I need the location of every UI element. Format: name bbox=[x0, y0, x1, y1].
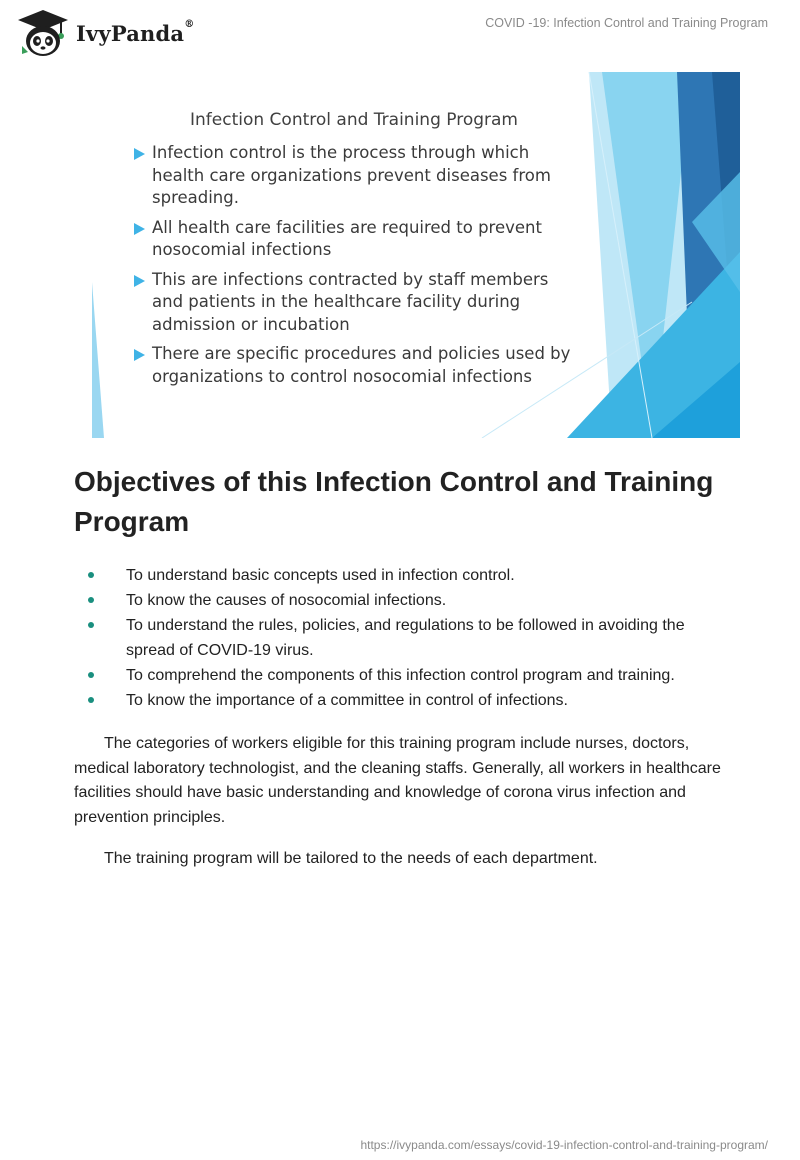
objective-item bbox=[74, 689, 734, 714]
slide-bullet-list bbox=[134, 142, 574, 395]
triangle-bullet-icon bbox=[134, 349, 145, 361]
bullet-dot-icon bbox=[88, 597, 94, 603]
objective-text: To understand basic concepts used in infection control. bbox=[126, 567, 515, 584]
slide-bullet-text: There are specific procedures and policies used by organizations to control nosocomial infections bbox=[152, 344, 571, 386]
body-paragraph: The training program will be tailored to the needs of each department. bbox=[104, 850, 598, 867]
objective-text: To understand the rules, policies, and regulations to be followed in avoiding the spread of COVID-19 virus. bbox=[126, 617, 685, 659]
objective-item bbox=[74, 564, 734, 589]
slide-bullet bbox=[134, 343, 574, 388]
triangle-bullet-icon bbox=[134, 275, 145, 287]
panda-graduation-cap-icon bbox=[14, 8, 72, 58]
slide-image bbox=[92, 72, 740, 438]
triangle-bullet-icon bbox=[134, 148, 145, 160]
slide-bullet-text: Infection control is the process through which health care organizations prevent diseases from spreading. bbox=[152, 143, 551, 207]
document-header-title: COVID -19: Infection Control and Training Program bbox=[485, 16, 768, 30]
objective-text: To comprehend the components of this infection control program and training. bbox=[126, 666, 675, 684]
slide-bullet bbox=[134, 217, 574, 262]
registered-mark: ® bbox=[184, 18, 195, 30]
bullet-dot-icon bbox=[88, 672, 94, 678]
slide-title: Infection Control and Training Program bbox=[190, 110, 518, 130]
brand-name: IvyPanda® bbox=[76, 18, 195, 46]
slide-bullet-text: This are infections contracted by staff members and patients in the healthcare facility during admission or incubation bbox=[152, 269, 549, 334]
objective-item bbox=[74, 589, 734, 614]
section-heading: Objectives of this Infection Control and Training Program bbox=[74, 466, 714, 537]
brand-logo[interactable] bbox=[14, 8, 194, 58]
bullet-dot-icon bbox=[88, 572, 94, 578]
slide-bullet bbox=[134, 269, 574, 337]
body-paragraph: The categories of workers eligible for this training program include nurses, doctors, medical laboratory technologist, and the cleaning staffs. Generally, all workers in healthcare facilities should have basic understanding and knowledge of corona virus infection and prevention principles. bbox=[74, 735, 721, 826]
objective-text: To know the causes of nosocomial infections. bbox=[126, 592, 447, 609]
bullet-dot-icon bbox=[88, 622, 94, 628]
slide-bullet bbox=[134, 142, 574, 210]
objective-item bbox=[74, 614, 734, 663]
objective-item bbox=[74, 664, 734, 689]
source-url-link[interactable]: https://ivypanda.com/essays/covid-19-infection-control-and-training-program/ bbox=[360, 1138, 768, 1152]
objectives-list bbox=[74, 564, 734, 714]
triangle-bullet-icon bbox=[134, 223, 145, 235]
bullet-dot-icon bbox=[88, 697, 94, 703]
slide-bullet-text: All health care facilities are required to prevent nosocomial infections bbox=[152, 217, 542, 259]
objective-text: To know the importance of a committee in control of infections. bbox=[126, 691, 568, 709]
